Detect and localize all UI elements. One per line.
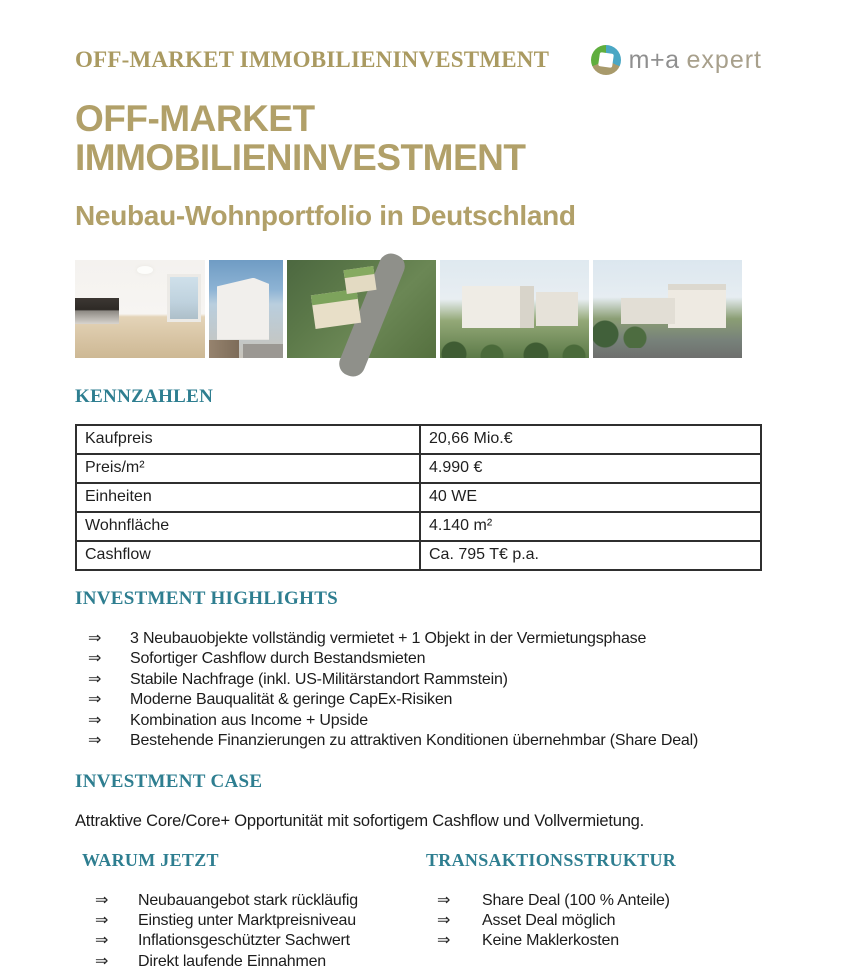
transaktionsstruktur-column <box>426 850 762 972</box>
arrow-bullet-icon: ⇒ <box>95 932 109 950</box>
arrow-bullet-icon: ⇒ <box>95 891 109 909</box>
interior-kitchen-photo <box>75 260 205 358</box>
logo-text-secondary: expert <box>686 45 762 74</box>
photo-strip <box>75 260 762 358</box>
building-rendering-photo <box>440 260 589 358</box>
arrow-bullet-icon: ⇒ <box>88 670 102 688</box>
table-row <box>76 454 761 483</box>
list-item <box>75 891 426 911</box>
kpi-value: 4.990 € <box>420 454 761 483</box>
list-item <box>75 711 762 732</box>
table-row <box>76 425 761 454</box>
list-item <box>75 911 426 931</box>
kpi-value: Ca. 795 T€ p.a. <box>420 541 761 570</box>
investment-highlights-list <box>75 629 762 752</box>
list-item <box>75 731 762 752</box>
table-row <box>76 512 761 541</box>
page-title: OFF-MARKET IMMOBILIENINVESTMENT <box>75 98 526 178</box>
transaktionsstruktur-list <box>426 891 762 952</box>
list-item-text: Asset Deal möglich <box>482 911 616 929</box>
list-item-text: Kombination aus Income + Upside <box>130 711 368 729</box>
logo-circle-icon <box>591 45 621 75</box>
list-item <box>75 952 426 972</box>
list-item <box>75 690 762 711</box>
investment-highlights-heading: INVESTMENT HIGHLIGHTS <box>75 587 339 609</box>
list-item <box>75 670 762 691</box>
arrow-bullet-icon: ⇒ <box>437 932 451 950</box>
house-exterior-photo <box>209 260 283 358</box>
photo-trees-shape <box>593 314 653 348</box>
photo-lamp-shape <box>137 266 153 274</box>
photo-window-shape <box>167 274 201 322</box>
kpi-label: Kaufpreis <box>76 425 420 454</box>
kennzahlen-heading: KENNZAHLEN <box>75 385 214 407</box>
table-row <box>76 483 761 512</box>
list-item-text: Inflationsgeschützter Sachwert <box>138 932 350 950</box>
photo-house-shape <box>217 278 269 340</box>
page-header <box>75 43 762 75</box>
warum-jetzt-column <box>75 850 426 972</box>
kpi-label: Preis/m² <box>76 454 420 483</box>
photo-building-shape <box>311 289 361 329</box>
list-item <box>426 931 762 951</box>
list-item <box>426 911 762 931</box>
list-item-text: Neubauangebot stark rückläufig <box>138 891 358 909</box>
arrow-bullet-icon: ⇒ <box>88 691 102 709</box>
kennzahlen-table <box>75 424 762 571</box>
arrow-bullet-icon: ⇒ <box>88 629 102 647</box>
kpi-value: 40 WE <box>420 483 761 512</box>
list-item-text: Direkt laufende Einnahmen <box>138 952 327 970</box>
list-item <box>75 629 762 650</box>
list-item <box>75 649 762 670</box>
arrow-bullet-icon: ⇒ <box>437 911 451 929</box>
bottom-columns <box>75 850 762 972</box>
transaktionsstruktur-heading: TRANSAKTIONSSTRUKTUR <box>426 849 677 870</box>
list-item-text: 3 Neubauobjekte vollständig vermietet + 1 Objekt in der Vermietungsphase <box>130 629 647 647</box>
photo-building-shape <box>668 284 726 328</box>
list-item <box>75 931 426 951</box>
list-item-text: Bestehende Finanzierungen zu attraktiven Konditionen übernehmbar (Share Deal) <box>130 732 699 750</box>
investment-case-heading: INVESTMENT CASE <box>75 770 263 792</box>
photo-building-shape <box>343 266 376 294</box>
warum-jetzt-heading: WARUM JETZT <box>82 849 219 870</box>
kpi-value: 20,66 Mio.€ <box>420 425 761 454</box>
list-item <box>426 891 762 911</box>
logo-text <box>628 45 762 74</box>
arrow-bullet-icon: ⇒ <box>88 650 102 668</box>
page-subtitle: Neubau-Wohnportfolio in Deutschland <box>75 199 576 231</box>
photo-wall-shape <box>209 340 239 358</box>
arrow-bullet-icon: ⇒ <box>88 711 102 729</box>
list-item-text: Einstieg unter Marktpreisniveau <box>138 911 356 929</box>
arrow-bullet-icon: ⇒ <box>437 891 451 909</box>
building-street-rendering-photo <box>593 260 742 358</box>
photo-driveway-shape <box>243 344 283 358</box>
kpi-label: Cashflow <box>76 541 420 570</box>
list-item-text: Moderne Bauqualität & geringe CapEx-Risiken <box>130 691 453 709</box>
photo-building-shape <box>536 292 578 326</box>
photo-building-shape <box>462 286 534 328</box>
list-item-text: Share Deal (100 % Anteile) <box>482 891 670 909</box>
kpi-label: Wohnfläche <box>76 512 420 541</box>
list-item-text: Keine Maklerkosten <box>482 932 619 950</box>
arrow-bullet-icon: ⇒ <box>95 952 109 970</box>
kpi-label: Einheiten <box>76 483 420 512</box>
photo-kitchen-shape <box>75 298 119 324</box>
company-logo <box>591 45 762 75</box>
table-row <box>76 541 761 570</box>
arrow-bullet-icon: ⇒ <box>88 732 102 750</box>
investment-case-text: Attraktive Core/Core+ Opportunität mit sofortigem Cashflow und Vollvermietung. <box>75 811 645 830</box>
photo-trees-shape <box>440 328 589 358</box>
warum-jetzt-list <box>75 891 426 972</box>
arrow-bullet-icon: ⇒ <box>95 911 109 929</box>
aerial-site-photo <box>287 260 436 358</box>
logo-square-icon <box>598 52 614 68</box>
list-item-text: Sofortiger Cashflow durch Bestandsmieten <box>130 650 426 668</box>
logo-text-primary: m+a <box>628 45 680 74</box>
list-item-text: Stabile Nachfrage (inkl. US-Militärstandort Rammstein) <box>130 670 508 688</box>
kpi-value: 4.140 m² <box>420 512 761 541</box>
document-title-small: OFF-MARKET IMMOBILIENINVESTMENT <box>75 47 550 72</box>
